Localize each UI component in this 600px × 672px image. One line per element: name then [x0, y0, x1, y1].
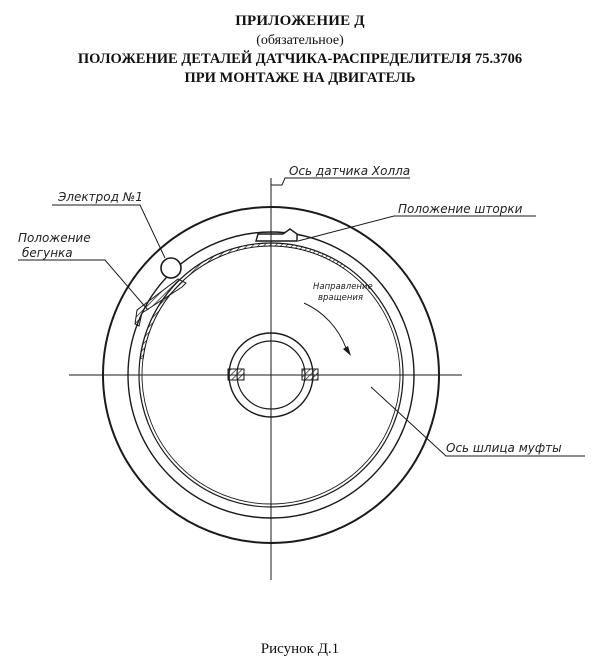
hall-axis-label: Ось датчика Холла	[289, 164, 411, 178]
figure-heading-line-1: ПОЛОЖЕНИЕ ДЕТАЛЕЙ ДАТЧИКА-РАСПРЕДЕЛИТЕЛЯ 75.3706	[77, 51, 523, 67]
rotation-label-line-2: вращения	[318, 293, 364, 303]
appendix-status: (обязательное)	[256, 33, 344, 48]
runner-position-label-line-2: бегунка	[22, 246, 73, 260]
rotation-label-line-1: Направление	[313, 282, 373, 292]
appendix-title: ПРИЛОЖЕНИЕ Д	[235, 13, 365, 29]
electrode-label: Электрод №1	[58, 190, 143, 204]
leader-lines	[18, 178, 585, 456]
coupling-axis-label: Ось шлица муфты	[446, 441, 562, 455]
runner-position-label-line-1: Положение	[18, 231, 91, 245]
hall-sensor-block	[256, 229, 297, 241]
figure-caption: Рисунок Д.1	[260, 641, 340, 657]
shutter-position-label: Положение шторки	[398, 202, 523, 216]
figure-heading-line-2: ПРИ МОНТАЖЕ НА ДВИГАТЕЛЬ	[184, 70, 416, 86]
electrode	[161, 258, 181, 278]
rotation-arrow	[304, 303, 351, 356]
